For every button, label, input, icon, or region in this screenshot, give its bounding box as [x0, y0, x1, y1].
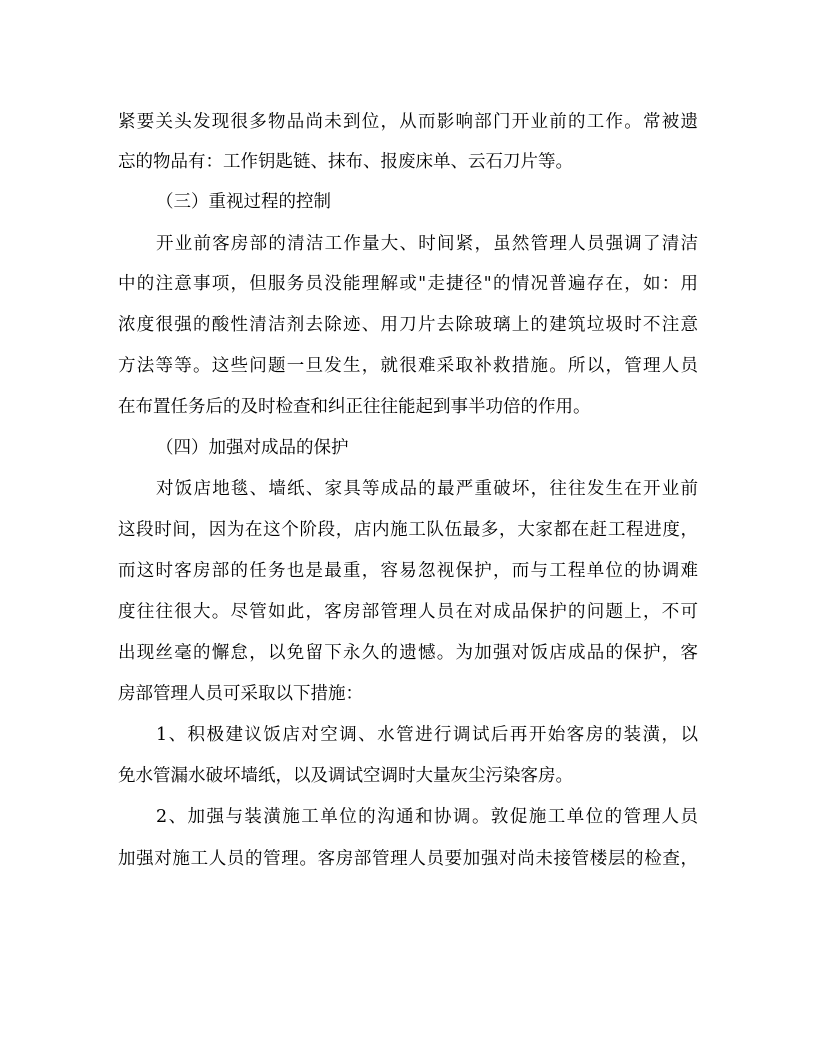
list-item-first-line: 1、积极建议饭店对空调、水管进行调试后再开始客房的装潢，以: [156, 725, 698, 745]
text-line: 房部管理人员可采取以下措施：: [118, 684, 363, 704]
paragraph-first-line: 对饭店地毯、墙纸、家具等成品的最严重破坏，往往发生在开业前: [156, 479, 698, 499]
text-line: 加强对施工人员的管理。客房部管理人员要加强对尚未接管楼层的检查，: [118, 849, 698, 869]
section-heading: （三）重视过程的控制: [156, 192, 331, 212]
text-line: 在布置任务后的及时检查和纠正往往能起到事半功倍的作用。: [118, 397, 591, 417]
text-line: 方法等等。这些问题一旦发生，就很难采取补救措施。所以，管理人员: [118, 356, 698, 376]
text-line: 浓度很强的酸性清洁剂去除迹、用刀片去除玻璃上的建筑垃圾时不注意: [118, 315, 698, 335]
text-line: 这段时间，因为在这个阶段，店内施工队伍最多，大家都在赶工程进度，: [118, 520, 698, 540]
text-line: 中的注意事项，但服务员没能理解或"走捷径"的情况普遍存在，如：用: [118, 274, 698, 294]
paragraph-first-line: 开业前客房部的清洁工作量大、时间紧，虽然管理人员强调了清洁: [156, 234, 698, 254]
text-line: 忘的物品有：工作钥匙链、抹布、报废床单、云石刀片等。: [118, 152, 573, 172]
text-line: 而这时客房部的任务也是最重，容易忽视保护，而与工程单位的协调难: [118, 561, 698, 581]
text-line: 紧要关头发现很多物品尚未到位，从而影响部门开业前的工作。常被遗: [118, 112, 698, 132]
section-heading: （四）加强对成品的保护: [156, 438, 349, 458]
text-line: 出现丝毫的懈怠，以免留下永久的遗憾。为加强对饭店成品的保护，客: [118, 643, 698, 663]
text-line: 免水管漏水破坏墙纸，以及调试空调时大量灰尘污染客房。: [118, 766, 573, 786]
text-line: 度往往很大。尽管如此，客房部管理人员在对成品保护的问题上，不可: [118, 602, 698, 622]
list-item-first-line: 2、加强与装潢施工单位的沟通和协调。敦促施工单位的管理人员: [156, 807, 698, 827]
